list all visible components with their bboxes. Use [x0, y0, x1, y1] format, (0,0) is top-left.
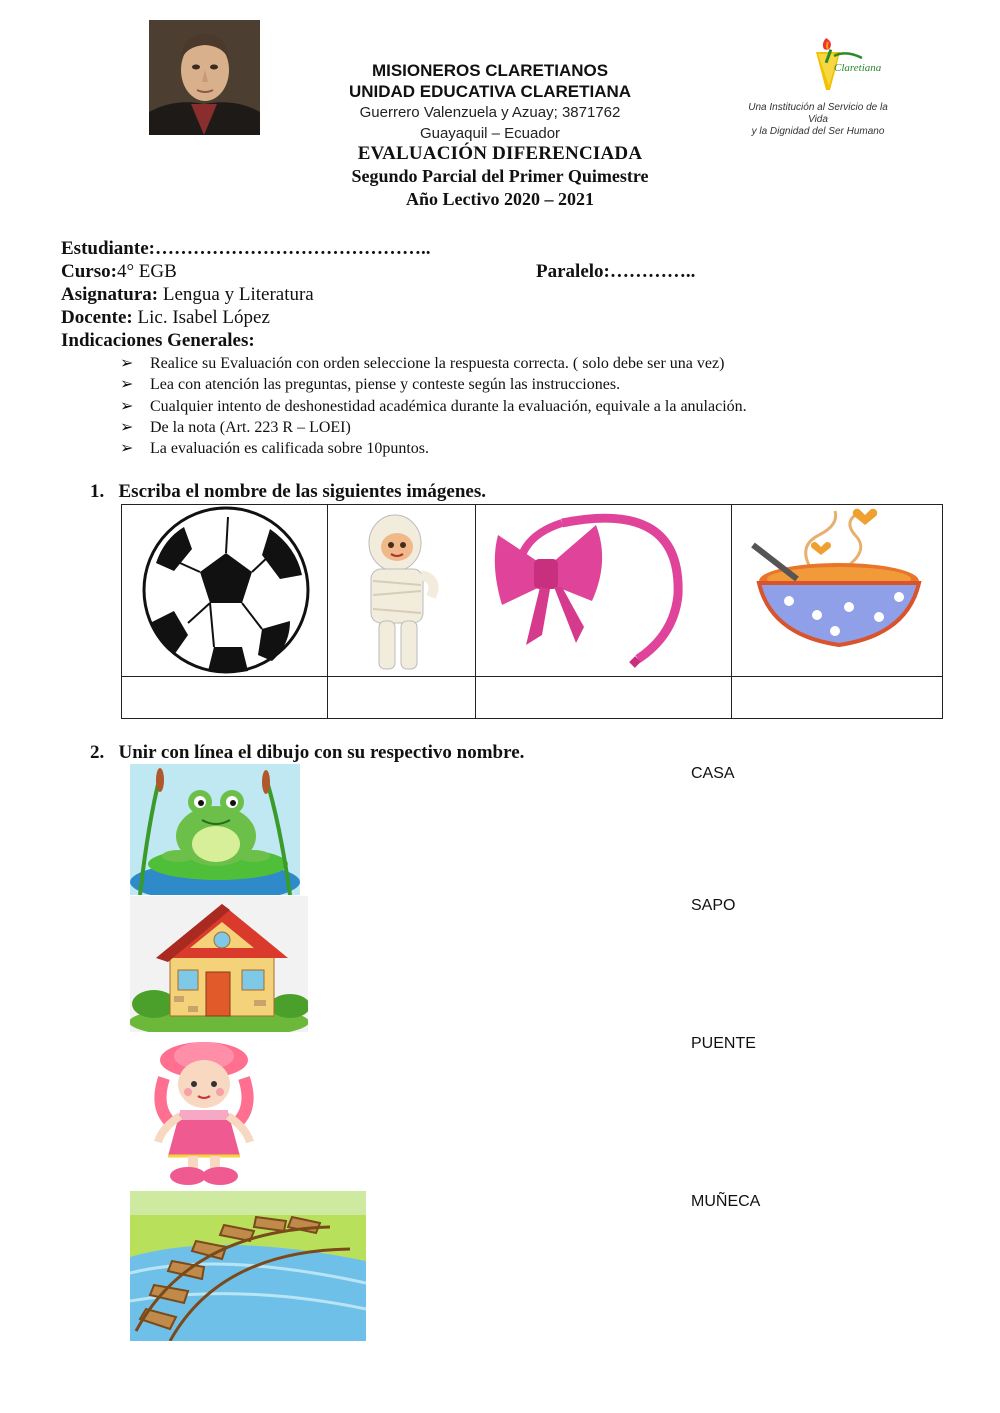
teacher-label: Docente:	[61, 307, 133, 328]
word-option-muneca[interactable]: MUÑECA	[691, 1193, 761, 1210]
answer-cell-4[interactable]	[732, 677, 942, 718]
logo-wordmark: Claretiana	[834, 62, 882, 74]
evaluation-title: EVALUACIÓN DIFERENCIADA	[357, 143, 643, 164]
answer-cell-3[interactable]	[476, 677, 731, 718]
school-address: Guerrero Valenzuela y Azuay; 3871762	[359, 104, 621, 121]
question-1-heading	[90, 481, 486, 503]
arrow-bullet-icon: ➢	[120, 397, 134, 415]
instruction-item: ➢ De la nota (Art. 223 R – LOEI)	[120, 419, 351, 437]
soccer-ball-image	[130, 505, 318, 675]
instruction-item: ➢ Cualquier intento de deshonestidad académica durante la evaluación, equivale a la anulación.	[120, 397, 747, 415]
slogan-line2: y la Dignidad del Ser Humano	[751, 126, 885, 137]
subject-line	[61, 284, 314, 306]
subject-label: Asignatura:	[61, 284, 159, 305]
mummy-child-image	[335, 505, 469, 675]
answer-cell-1[interactable]	[122, 677, 327, 718]
bridge-image[interactable]	[130, 1191, 366, 1341]
course-label: Curso:	[61, 261, 117, 282]
question-2-number: 2.	[90, 742, 105, 763]
question-1-table	[121, 504, 943, 719]
school-city: Guayaquil – Ecuador	[419, 125, 561, 142]
school-header	[320, 60, 660, 144]
word-option-puente[interactable]: PUENTE	[691, 1035, 756, 1052]
founder-portrait	[149, 20, 260, 135]
word-option-sapo[interactable]: SAPO	[691, 897, 736, 914]
arrow-bullet-icon: ➢	[120, 419, 134, 437]
question-2-text: Unir con línea el dibujo con su respectivo nombre.	[118, 742, 525, 763]
course-value: 4° EGB	[116, 261, 177, 282]
soup-bowl-image	[739, 505, 937, 675]
parallel-blank[interactable]: …………..	[609, 261, 696, 282]
instruction-item: ➢ La evaluación es calificada sobre 10puntos.	[120, 440, 429, 458]
instruction-item: ➢ Realice su Evaluación con orden seleccione la respuesta correcta. ( solo debe ser una vez)	[120, 355, 725, 373]
question-1-text: Escriba el nombre de las siguientes imágenes.	[118, 481, 487, 502]
arrow-bullet-icon: ➢	[120, 376, 134, 394]
teacher-line	[61, 307, 270, 329]
word-option-casa[interactable]: CASA	[691, 765, 735, 782]
instructions-list	[120, 353, 880, 459]
school-logo	[738, 30, 898, 137]
evaluation-header	[280, 142, 720, 211]
parallel-line	[536, 261, 695, 283]
slogan-line1: Una Institución al Servicio de la Vida	[748, 102, 888, 125]
arrow-bullet-icon: ➢	[120, 355, 134, 373]
school-year: Año Lectivo 2020 – 2021	[406, 189, 594, 209]
subject-value: Lengua y Literatura	[162, 284, 314, 305]
student-label: Estudiante:	[61, 238, 155, 259]
answer-cell-2[interactable]	[328, 677, 475, 718]
school-name: UNIDAD EDUCATIVA CLARETIANA	[348, 82, 632, 101]
teacher-value: Lic. Isabel López	[137, 307, 270, 328]
instruction-item: ➢ Lea con atención las preguntas, piense y conteste según las instrucciones.	[120, 376, 621, 394]
org-name: MISIONEROS CLARETIANOS	[371, 61, 609, 80]
question-1-number: 1.	[90, 481, 105, 502]
instructions-heading: Indicaciones Generales:	[61, 330, 255, 351]
question-2-heading	[90, 742, 524, 764]
doll-image[interactable]	[144, 1038, 264, 1186]
parallel-label: Paralelo:	[536, 261, 610, 282]
pink-bow-headband-image	[492, 505, 712, 675]
course-line	[61, 261, 177, 283]
house-image[interactable]	[130, 896, 308, 1032]
arrow-bullet-icon: ➢	[120, 440, 134, 458]
student-line	[61, 238, 430, 260]
evaluation-period: Segundo Parcial del Primer Quimestre	[351, 166, 649, 186]
student-blank[interactable]: ……………………………………..	[154, 238, 431, 259]
frog-image[interactable]	[130, 764, 300, 895]
